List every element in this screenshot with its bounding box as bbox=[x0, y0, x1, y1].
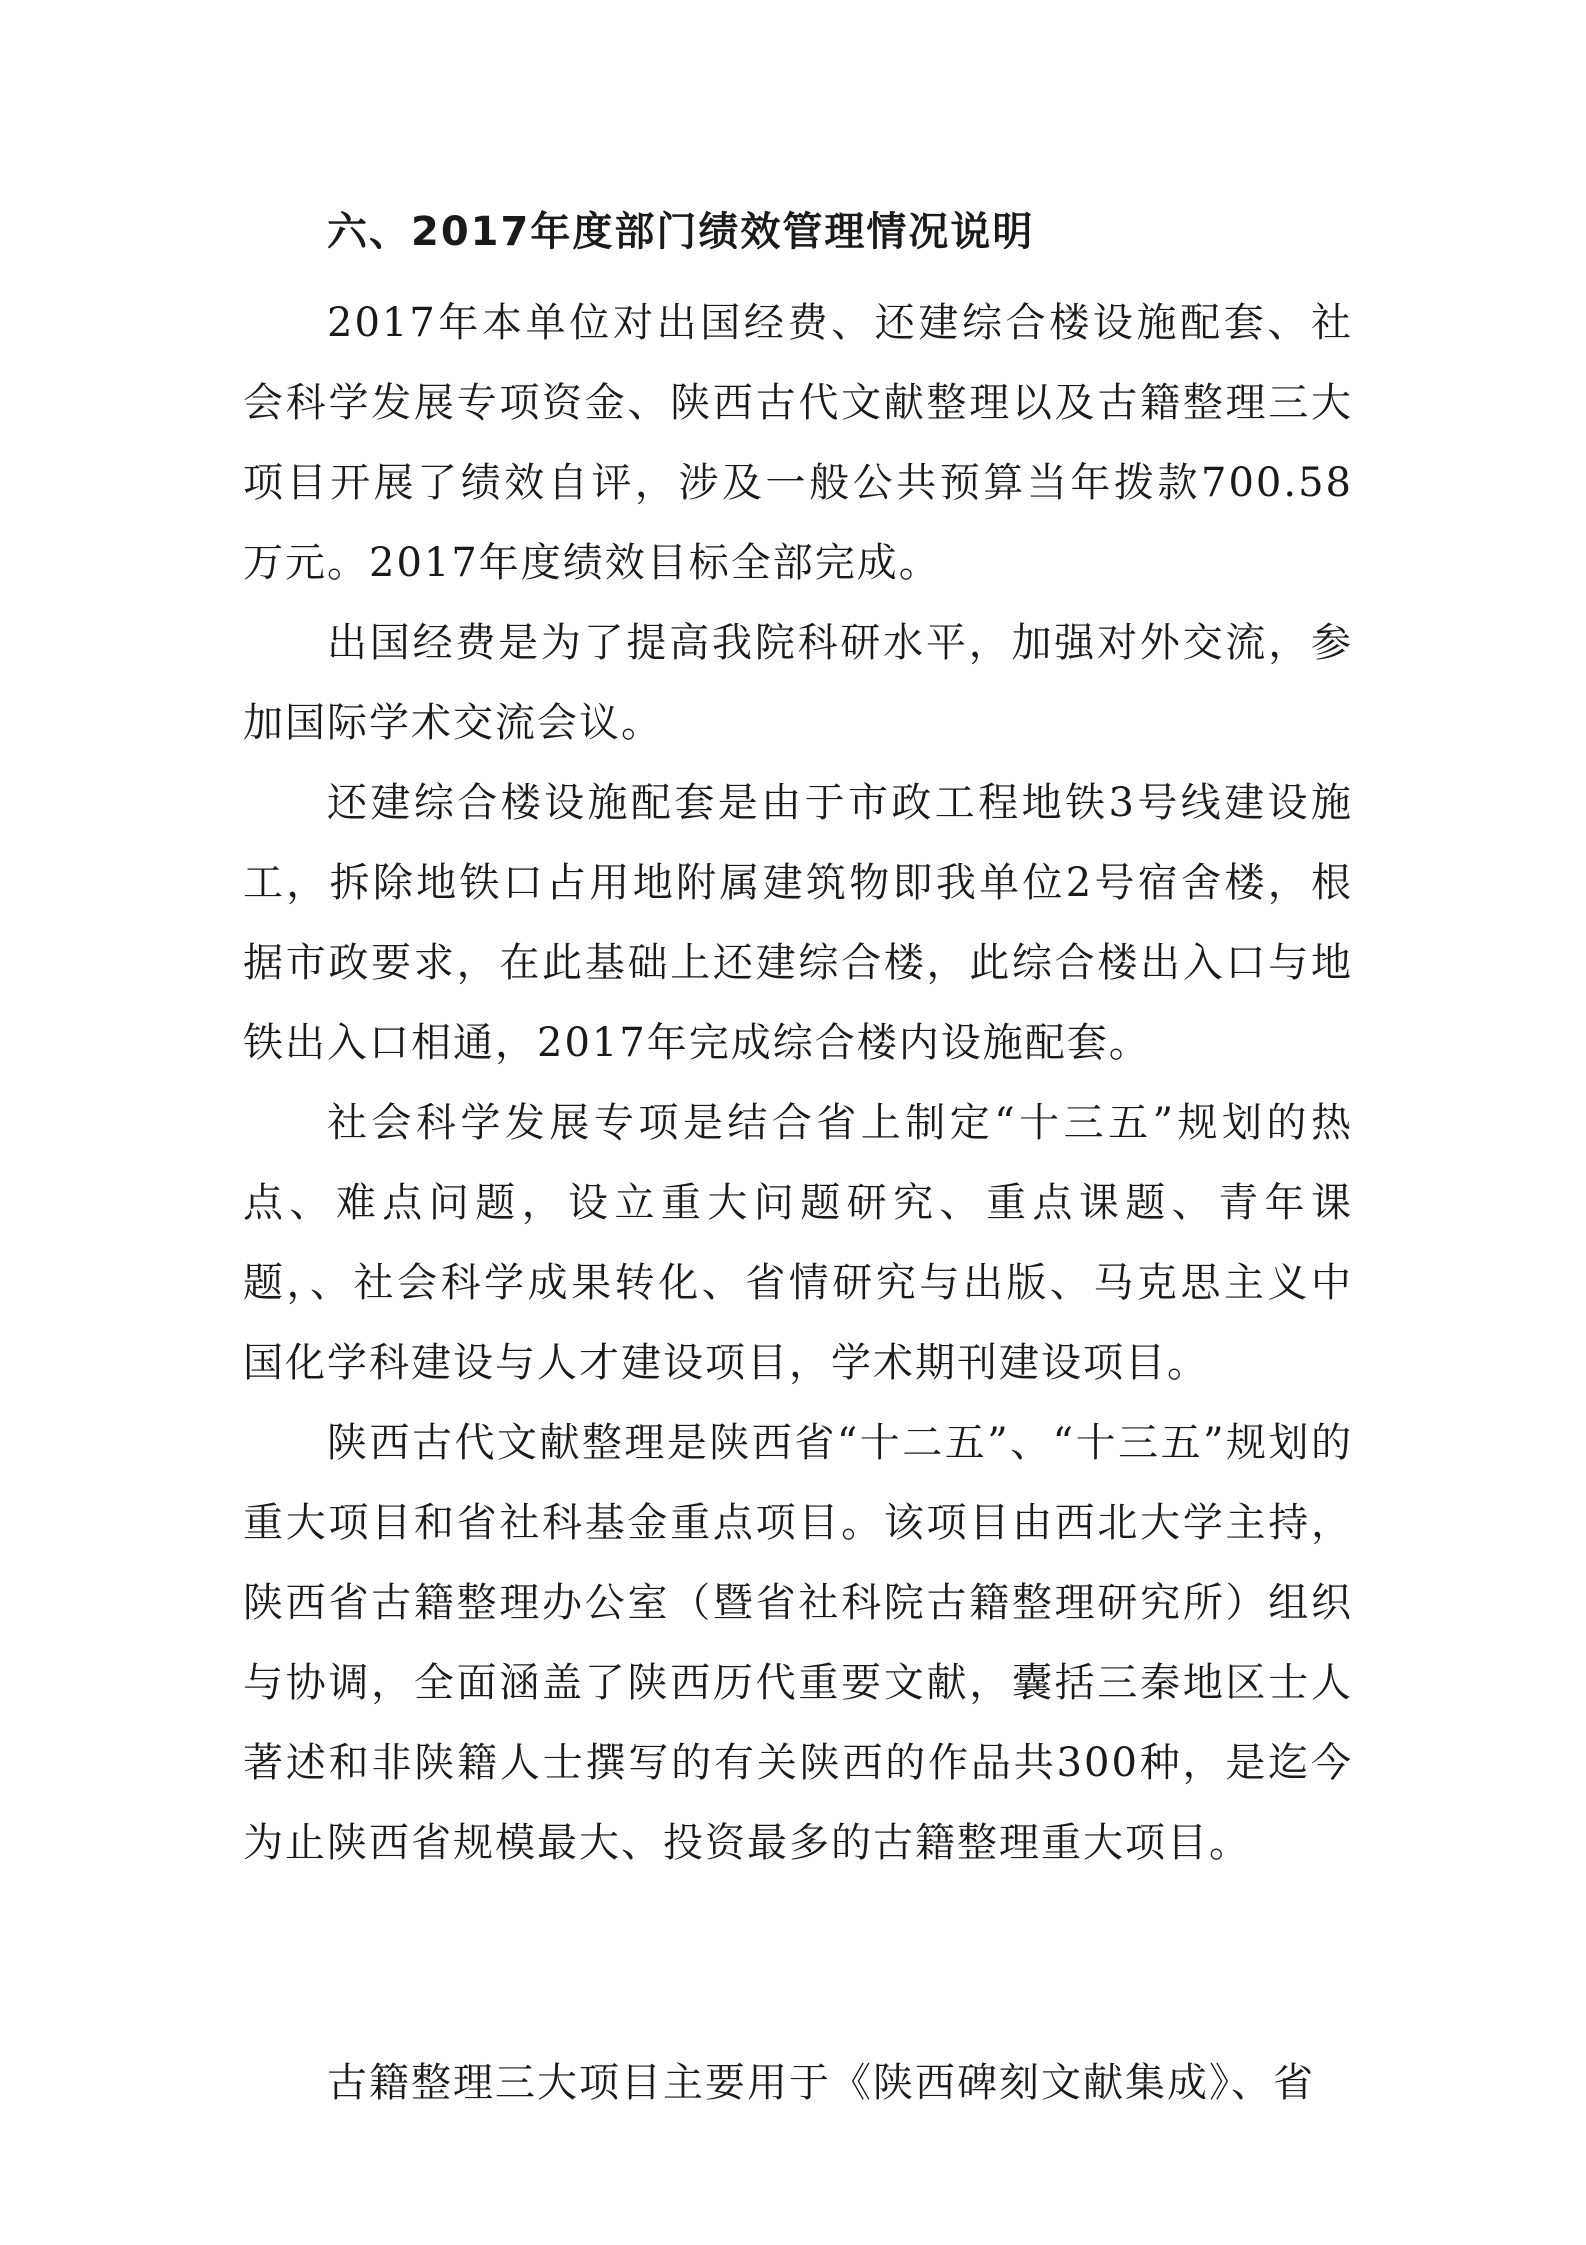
paragraph-social-science-fund: 社会科学发展专项是结合省上制定“十三五”规划的热点、难点问题，设立重大问题研究、重点课题、青年课题，、社会科学成果转化、省情研究与出版、马克思主义中国化学科建设与人才建设项目，学术期刊建设项目。 bbox=[243, 1100, 1353, 1386]
paragraph-ancient-books-projects: 古籍整理三大项目主要用于《陕西碑刻文献集成》、省 bbox=[327, 2060, 1315, 2106]
paragraph-complex-building: 还建综合楼设施配套是由于市政工程地铁3号线建设施工，拆除地铁口占用地附属建筑物即我单位2号宿舍楼，根据市政要求，在此基础上还建综合楼，此综合楼出入口与地铁出入口相通，2017年完成综合楼内设施配套。 bbox=[243, 780, 1353, 1066]
section-heading: 六、2017年度部门绩效管理情况说明 bbox=[327, 209, 1035, 255]
paragraph-overseas-funding: 出国经费是为了提高我院科研水平，加强对外交流，参加国际学术交流会议。 bbox=[243, 620, 1353, 746]
paragraph-ancient-documents: 陕西古代文献整理是陕西省“十二五”、“十三五”规划的重大项目和省社科基金重点项目。该项目由西北大学主持，陕西省古籍整理办公室（暨省社科院古籍整理研究所）组织与协调，全面涵盖了陕西历代重要文献，囊括三秦地区士人著述和非陕籍人士撰写的有关陕西的作品共300种，是迄今为止陕西省规模最大、投资最多的古籍整理重大项目。 bbox=[243, 1420, 1353, 1866]
paragraph-performance-overview: 2017年本单位对出国经费、还建综合楼设施配套、社会科学发展专项资金、陕西古代文献整理以及古籍整理三大项目开展了绩效自评，涉及一般公共预算当年拨款700.58万元。2017年度绩效目标全部完成。 bbox=[243, 300, 1353, 586]
